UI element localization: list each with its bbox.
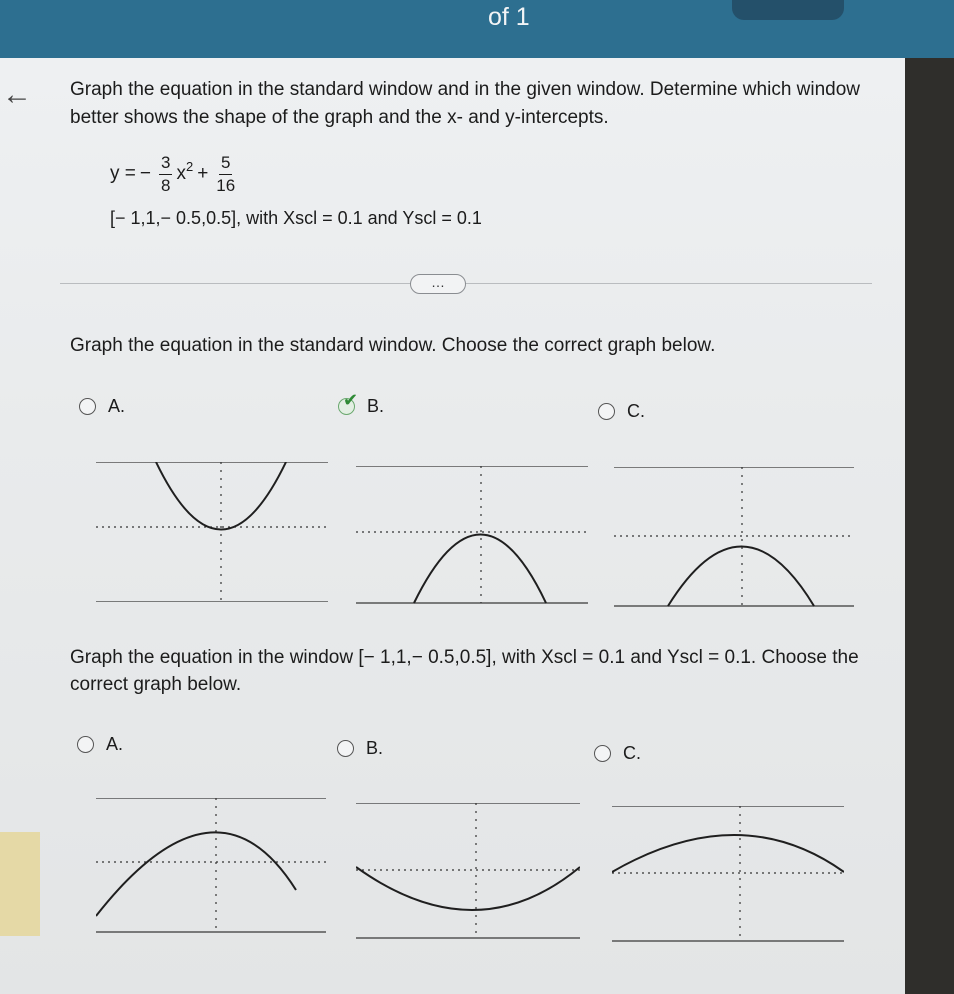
left-accent-strip	[0, 832, 40, 936]
part2-graph-c[interactable]	[612, 806, 844, 942]
part1-choice-b[interactable]	[338, 390, 385, 417]
right-margin	[905, 58, 954, 994]
page-indicator: of 1	[488, 3, 530, 31]
part2-choice-c[interactable]	[594, 743, 641, 764]
equation-exponent: 2	[185, 158, 194, 174]
problem-prompt: Graph the equation in the standard window and in the given window. Determine which window better shows the shape of the graph and the x- and y-intercepts.	[70, 79, 861, 128]
choice-label: A.	[108, 396, 126, 416]
choice-label: C.	[623, 743, 641, 763]
radio-circle-icon[interactable]	[594, 745, 611, 762]
part1-choice-a[interactable]	[79, 396, 125, 417]
radio-circle-icon[interactable]	[598, 403, 615, 420]
part2-choice-b[interactable]	[337, 738, 383, 759]
part1-choice-c[interactable]	[598, 401, 645, 422]
constant-fraction	[216, 152, 235, 197]
choice-label: C.	[627, 401, 645, 421]
part1-graph-a[interactable]	[96, 462, 328, 602]
radio-circle-icon[interactable]	[79, 398, 96, 415]
choice-label: B.	[367, 396, 385, 416]
parabola-curve	[612, 835, 844, 872]
radio-circle-icon[interactable]	[77, 736, 94, 753]
coef-numerator: 3	[159, 152, 172, 175]
equation-var: x	[176, 163, 186, 184]
part2-graph-a[interactable]	[96, 798, 326, 934]
part2-choice-a[interactable]	[77, 734, 123, 755]
parabola-curve	[668, 547, 814, 607]
part1-graph-c[interactable]	[614, 467, 854, 607]
choice-label: B.	[366, 738, 384, 758]
part1-question: Graph the equation in the standard window. Choose the correct graph below.	[70, 335, 716, 356]
equation-plus: +	[197, 163, 209, 184]
more-button[interactable]: …	[410, 274, 466, 294]
equation-lhs: y =	[110, 163, 136, 184]
section-divider	[60, 283, 872, 284]
const-numerator: 5	[219, 152, 232, 175]
back-arrow-icon[interactable]: ←	[2, 78, 32, 111]
coefficient-fraction	[159, 152, 172, 197]
top-pill-button[interactable]	[732, 0, 844, 20]
part2-graph-b[interactable]	[356, 803, 580, 939]
parabola-curve	[356, 867, 580, 910]
const-denominator: 16	[216, 175, 236, 195]
radio-circle-icon[interactable]	[338, 390, 359, 415]
equation-minus: −	[139, 163, 151, 184]
coef-denominator: 8	[160, 175, 171, 195]
checkmark-icon: ✔	[343, 390, 359, 410]
choice-label: A.	[106, 734, 124, 754]
parabola-curve	[414, 535, 546, 604]
window-spec: [− 1,1,− 0.5,0.5], with Xscl = 0.1 and Yscl = 0.1	[110, 208, 482, 228]
equation	[110, 145, 239, 203]
parabola-curve	[96, 832, 296, 916]
top-bar	[0, 0, 954, 58]
part1-graph-b[interactable]	[356, 466, 588, 606]
part2-question: Graph the equation in the window [− 1,1,− 0.5,0.5], with Xscl = 0.1 and Yscl = 0.1. Choose the correct graph below.	[70, 647, 859, 695]
radio-circle-icon[interactable]	[337, 740, 354, 757]
